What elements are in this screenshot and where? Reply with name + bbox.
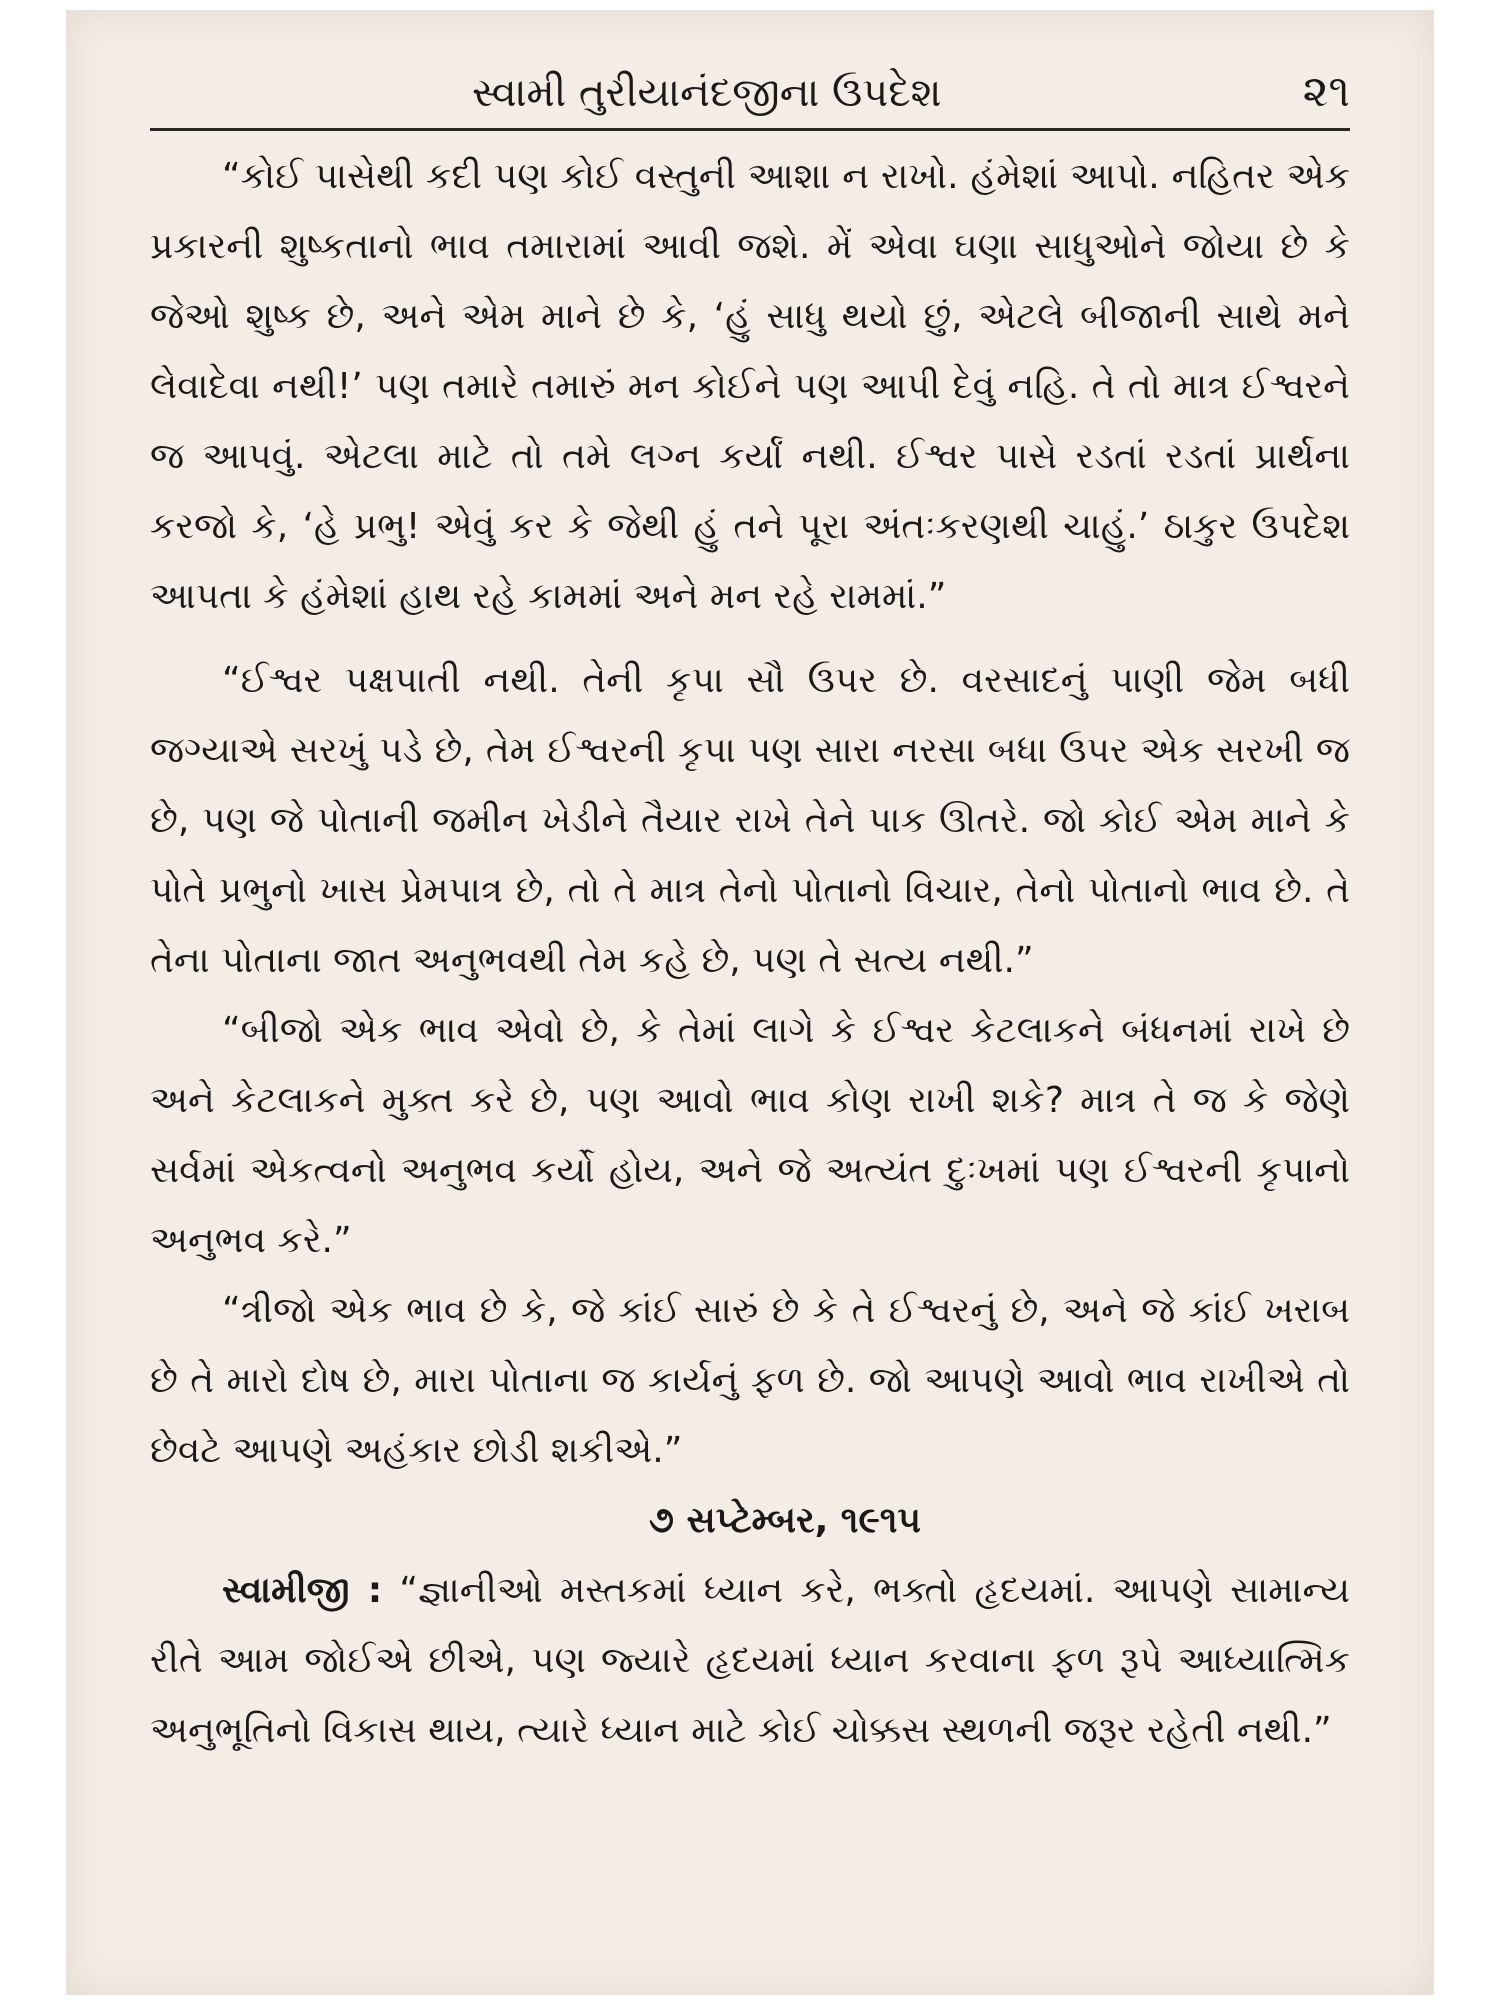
header-rule — [150, 128, 1350, 131]
paragraph-5 — [150, 1556, 1350, 1766]
page-body — [150, 142, 1350, 1766]
date-heading: ૭ સપ્ટેમ્બર, ૧૯૧૫ — [648, 1500, 922, 1541]
running-header — [150, 52, 1350, 130]
header-title: સ્વામી તુરીયાનંદજીના ઉપદેશ — [472, 70, 942, 116]
paragraph-4: “ત્રીજો એક ભાવ છે કે, જે કાંઈ સારું છે કે તે ઈશ્વરનું છે, અને જે કાંઈ ખરાબ છે તે મારો દોષ છે, મારા પોતાના જ કાર્યનું ફળ છે. જો આપણે આવો ભાવ રાખીએ તો છેવટે આપણે અહંકાર છોડી શકીએ.” — [150, 1290, 1350, 1471]
paragraph-1: “કોઈ પાસેથી કદી પણ કોઈ વસ્તુની આશા ન રાખો. હંમેશાં આપો. નહિતર એક પ્રકારની શુષ્કતાનો ભાવ તમારામાં આવી જશે. મેં એવા ઘણા સાધુઓને જોયા છે કે જેઓ શુષ્ક છે, અને એમ માને છે કે, ‘હું સાધુ થયો છું, એટલે બીજાની સાથે મને લેવાદેવા નથી!’ પણ તમારે તમારું મન કોઈને પણ આપી દેવું નહિ. તે તો માત્ર ઈશ્વરને જ આપવું. એટલા માટે તો તમે લગ્ન કર્યાં નથી. ઈશ્વર પાસે રડતાં રડતાં પ્રાર્થના કરજો કે, ‘હે પ્રભુ! એવું કર કે જેથી હું તને પૂરા અંતઃકરણથી ચાહું.’ ઠાકુર ઉપદેશ આપતા કે હંમેશાં હાથ રહે કામમાં અને મન રહે રામમાં.” — [150, 156, 1350, 617]
paragraph-3: “બીજો એક ભાવ એવો છે, કે તેમાં લાગે કે ઈશ્વર કેટલાકને બંધનમાં રાખે છે અને કેટલાકને મુક્ત કરે છે, પણ આવો ભાવ કોણ રાખી શકે? માત્ર તે જ કે જેણે સર્વમાં એકત્વનો અનુભવ કર્યો હોય, અને જે અત્યંત દુઃખમાં પણ ઈશ્વરની કૃપાનો અનુભવ કરે.” — [150, 1010, 1350, 1261]
page-number: ૨૧ — [1302, 66, 1350, 117]
speaker-label: સ્વામીજી : — [222, 1570, 383, 1611]
paragraph-5-text: “જ્ઞાનીઓ મસ્તકમાં ધ્યાન કરે, ભક્તો હૃદયમાં. આપણે સામાન્ય રીતે આમ જોઈએ છીએ, પણ જ્યારે હૃદયમાં ધ્યાન કરવાના ફળ રૂપે આધ્યાત્મિક અનુભૂતિનો વિકાસ થાય, ત્યારે ધ્યાન માટે કોઈ ચોક્કસ સ્થળની જરૂર રહેતી નથી.” — [150, 1570, 1351, 1751]
paragraph-2: “ઈશ્વર પક્ષપાતી નથી. તેની કૃપા સૌ ઉપર છે. વરસાદનું પાણી જેમ બધી જગ્યાએ સરખું પડે છે, તેમ ઈશ્વરની કૃપા પણ સારા નરસા બધા ઉપર એક સરખી જ છે, પણ જે પોતાની જમીન ખેડીને તૈયાર રાખે તેને પાક ઊતરે. જો કોઈ એમ માને કે પોતે પ્રભુનો ખાસ પ્રેમપાત્ર છે, તો તે માત્ર તેનો પોતાનો વિચાર, તેનો પોતાનો ભાવ છે. તે તેના પોતાના જાત અનુભવથી તેમ કહે છે, પણ તે સત્ય નથી.” — [150, 660, 1350, 981]
